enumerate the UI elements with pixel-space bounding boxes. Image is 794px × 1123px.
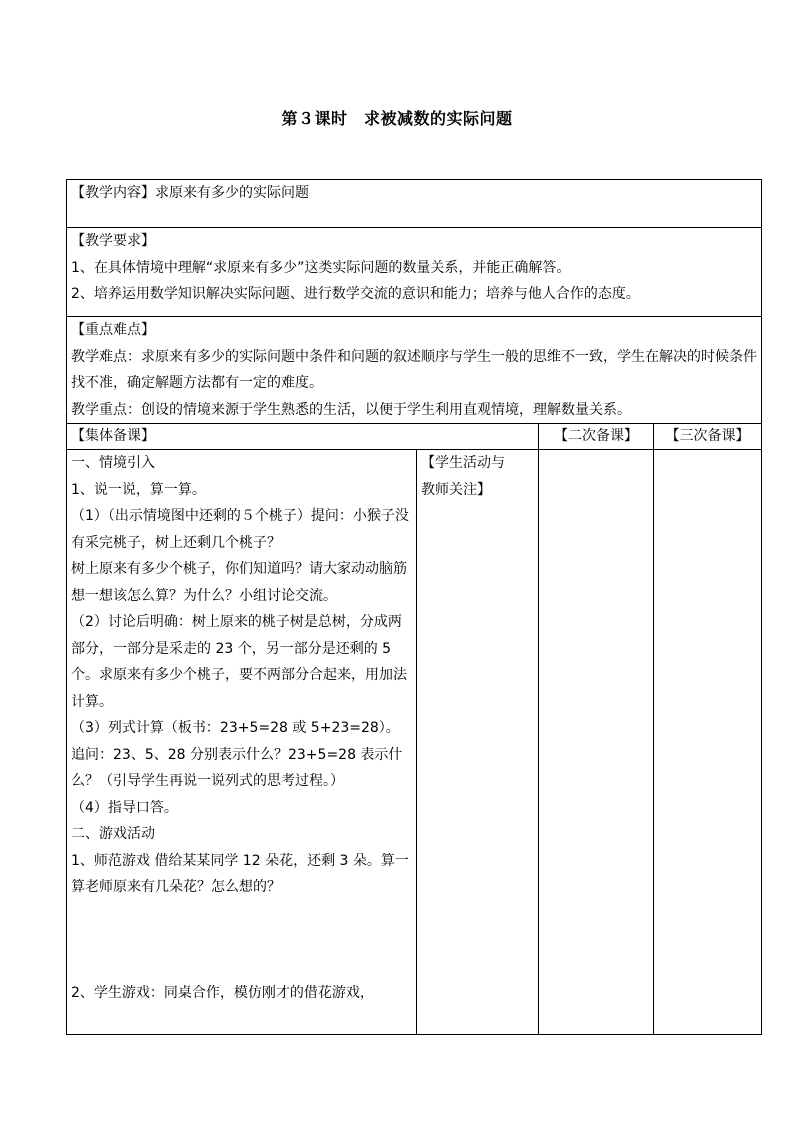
third-prep-column: [654, 450, 762, 1035]
page-title: 第３课时 求被减数的实际问题: [281, 109, 513, 128]
second-prep-column: [539, 450, 654, 1035]
lesson-step: 1、师范游戏 借给某某同学 12 朵花，还剩 3 朵。算一算老师原来有几朵花？怎么想的？: [71, 852, 409, 895]
lesson-paragraph: （4）指导口答。: [71, 799, 178, 816]
key-points-heading: 【重点难点】: [71, 322, 155, 338]
teaching-requirements-row: [67, 228, 762, 317]
lesson-step: 1、说一说，算一算。: [71, 481, 206, 498]
requirements-heading: 【教学要求】: [71, 233, 155, 249]
second-prep-header: 【二次备课】: [539, 424, 654, 450]
section-heading: 一、情境引入: [71, 455, 155, 471]
lesson-body-row: [67, 450, 762, 1035]
lesson-paragraph: （1）（出示情境图中还剩的５个桃子）提问：小猴子没有采完桃子，树上还剩几个桃子？: [71, 508, 409, 551]
activity-note-label: 教师关注】: [421, 481, 491, 498]
teaching-difficulty: 教学难点：求原来有多少的实际问题中条件和问题的叙述顺序与学生一般的思维不一致，学生在解决的时候条件找不准，确定解题方法都有一定的难度。: [71, 348, 757, 391]
lesson-paragraph: 追问：23、5、28 分别表示什么？23+5=28 表示什么？（引导学生再说一说列式的思考过程。）: [71, 746, 403, 789]
collective-prep-header: 【集体备课】: [67, 424, 539, 450]
requirement-item: 1、在具体情境中理解“求原来有多少”这类实际问题的数量关系，并能正确解答。: [71, 259, 571, 276]
teaching-content-row: [67, 180, 762, 228]
lesson-plan-table: [66, 179, 762, 1035]
key-points-row: [67, 317, 762, 424]
lesson-paragraph: （3）列式计算（板书：23+5=28 或 5+23=28）。: [71, 720, 400, 736]
lesson-step: 2、学生游戏：同桌合作，模仿刚才的借花游戏，: [71, 984, 374, 1001]
section-heading: 二、游戏活动: [71, 826, 155, 842]
teaching-focus: 教学重点：创设的情境来源于学生熟悉的生活，以便于学生利用直观情境，理解数量关系。: [71, 401, 631, 418]
third-prep-header: 【三次备课】: [654, 424, 762, 450]
blank-space: [71, 901, 412, 980]
lesson-process: [67, 450, 417, 1035]
lesson-paragraph: 树上原来有多少个桃子，你们知道吗？请大家动动脑筋想一想该怎么算？为什么？小组讨论交流。: [71, 561, 407, 604]
requirement-item: 2、培养运用数学知识解决实际问题、进行数学交流的意识和能力；培养与他人合作的态度。: [71, 286, 640, 302]
student-activity-column: [417, 450, 539, 1035]
prep-header-row: [67, 424, 762, 450]
teaching-content: 【教学内容】求原来有多少的实际问题: [67, 180, 762, 228]
lesson-paragraph: （2）讨论后明确：树上原来的桃子树是总树，分成两部分，一部分是采走的 23 个，另一部分是还剩的 5 个。求原来有多少个桃子，要不两部分合起来，用加法计算。: [71, 614, 407, 710]
key-points: [67, 317, 762, 424]
teaching-requirements: [67, 228, 762, 317]
activity-note-label: 【学生活动与: [421, 455, 505, 471]
